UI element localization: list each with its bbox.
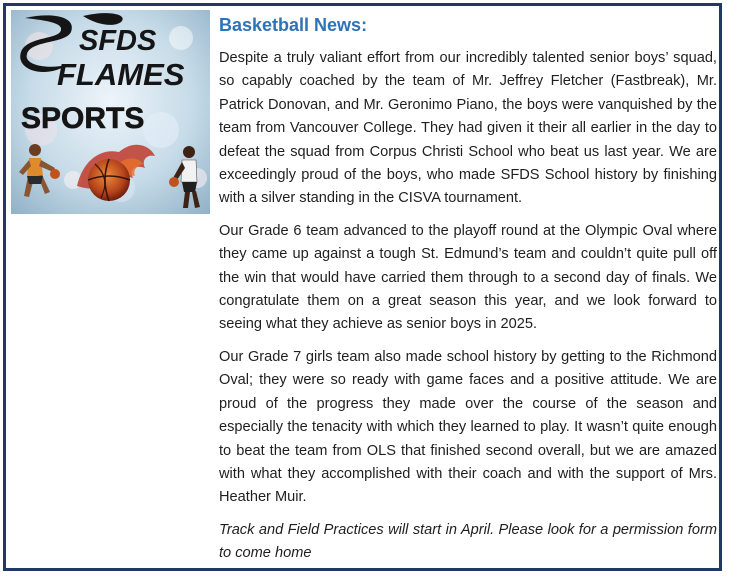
paragraph-grade6: Our Grade 6 team advanced to the playoff round at the Olympic Oval where they came up against a tough St. Edmund’s team and couldn’t quite pull off the win that would have carried them through to a second day of finals. We congratulate them on a great season this year, and we look forward to seeing what they achieve as senior boys in 2025. [219,222,717,333]
newsletter-frame [3,3,722,571]
logo-line1: SFDS [79,25,157,57]
logo-graphic [11,10,210,214]
article-heading: Basketball News: [219,15,368,35]
logo-line2: FLAMES [57,57,185,92]
paragraph-grade7-girls: Our Grade 7 girls team also made school history by getting to the Richmond Oval; they were so ready with game faces and a positive attitude. We are proud of the progress they made over the course of the season and especially the tenacity with which they learned to play. It wasn’t quite enough to beat the team from OLS that finished second overall, but we are amazed with what they accomplished with their coach and with the support of Mrs. Heather Muir. [219,348,717,506]
article-content [219,14,717,575]
track-field-note: Track and Field Practices will start in April. Please look for a permission form to come home [219,521,717,562]
paragraph-senior-boys: Despite a truly valiant effort from our incredibly talented senior boys’ squad, so capably coached by the team of Mr. Jeffrey Fletcher (Fastbreak), Mr. Patrick Donovan, and Mr. Geronimo Piano, the boys were vanquished by the team from Vancouver College. They had given it their all earlier in the day to defeat the squad from Corpus Christi School who beat us last year. We are exceedingly proud of the boys, who made SFDS School history by finishing with a silver standing in the CISVA tournament. [219,50,717,207]
sfds-flames-sports-logo [11,10,210,214]
logo-line3: SPORTS [21,102,145,135]
